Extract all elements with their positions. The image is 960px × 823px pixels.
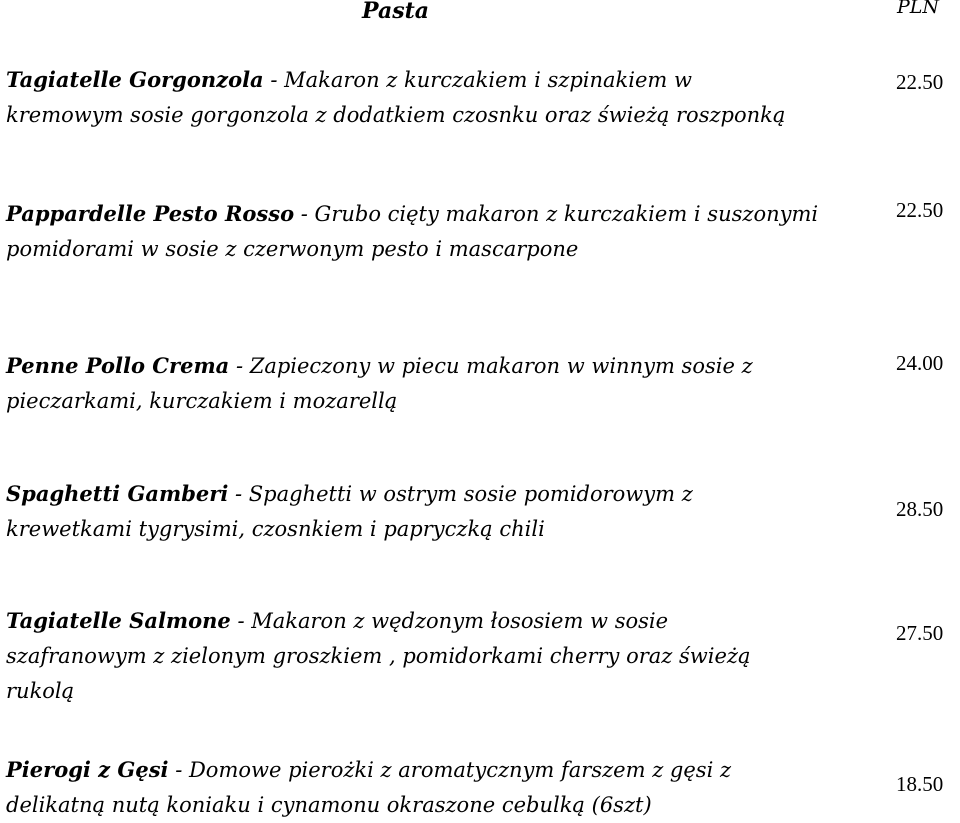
menu-item-price: 22.50 (896, 70, 944, 94)
menu-item-name: Tagiatelle Gorgonzola (6, 67, 264, 92)
menu-item-description-continued: szafranowym z zielonym groszkiem , pomidorkami cherry oraz świeżą (6, 644, 751, 668)
section-title: Pasta (362, 0, 430, 24)
menu-item-first-line (6, 603, 776, 639)
menu-item-name: Pappardelle Pesto Rosso (6, 201, 295, 226)
menu-item-description-continued: pieczarkami, kurczakiem i mozarellą (6, 389, 398, 413)
menu-item-description-continued: rukolą (6, 679, 75, 703)
menu-item (6, 752, 776, 823)
menu-item (6, 476, 776, 547)
menu-item-name: Spaghetti Gamberi (6, 481, 229, 506)
menu-item (6, 603, 776, 709)
menu-item-first-line (6, 752, 776, 788)
menu-item-name: Penne Pollo Crema (6, 353, 230, 378)
menu-item (6, 348, 776, 419)
menu-item-price: 18.50 (896, 772, 944, 796)
menu-item-first-line (6, 196, 819, 232)
menu-item-description-continued: krewetkami tygrysimi, czosnkiem i papryczką chili (6, 517, 545, 541)
menu-item-first-line (6, 348, 776, 384)
menu-item-description: - Zapieczony w piecu makaron w winnym sosie z (229, 354, 753, 378)
menu-item-description-continued: kremowym sosie gorgonzola z dodatkiem czosnku oraz świeżą roszponką (6, 103, 786, 127)
menu-item-first-line (6, 62, 776, 98)
menu-item-name: Tagiatelle Salmone (6, 608, 231, 633)
menu-item-description-continued: delikatną nutą koniaku i cynamonu okraszone cebulką (6szt) (6, 793, 652, 817)
menu-item (6, 196, 819, 267)
currency-label: PLN (897, 0, 940, 18)
menu-item-description: - Spaghetti w ostrym sosie pomidorowym z (228, 482, 693, 506)
menu-item-price: 28.50 (896, 497, 944, 521)
menu-item-price: 22.50 (896, 198, 944, 222)
menu-item (6, 62, 786, 133)
menu-item-price: 27.50 (896, 621, 944, 645)
menu-item-description: - Domowe pierożki z aromatycznym farszem z gęsi z (168, 758, 732, 782)
menu-item-price: 24.00 (896, 351, 944, 375)
menu-item-name: Pierogi z Gęsi (6, 757, 169, 782)
menu-item-first-line (6, 476, 776, 512)
menu-item-description: - Makaron z wędzonym łososiem w sosie (230, 609, 669, 633)
menu-item-description: - Makaron z kurczakiem i szpinakiem w (263, 68, 692, 92)
menu-item-description-continued: pomidorami w sosie z czerwonym pesto i mascarpone (6, 237, 579, 261)
menu-item-description: - Grubo cięty makaron z kurczakiem i suszonymi (294, 202, 819, 226)
